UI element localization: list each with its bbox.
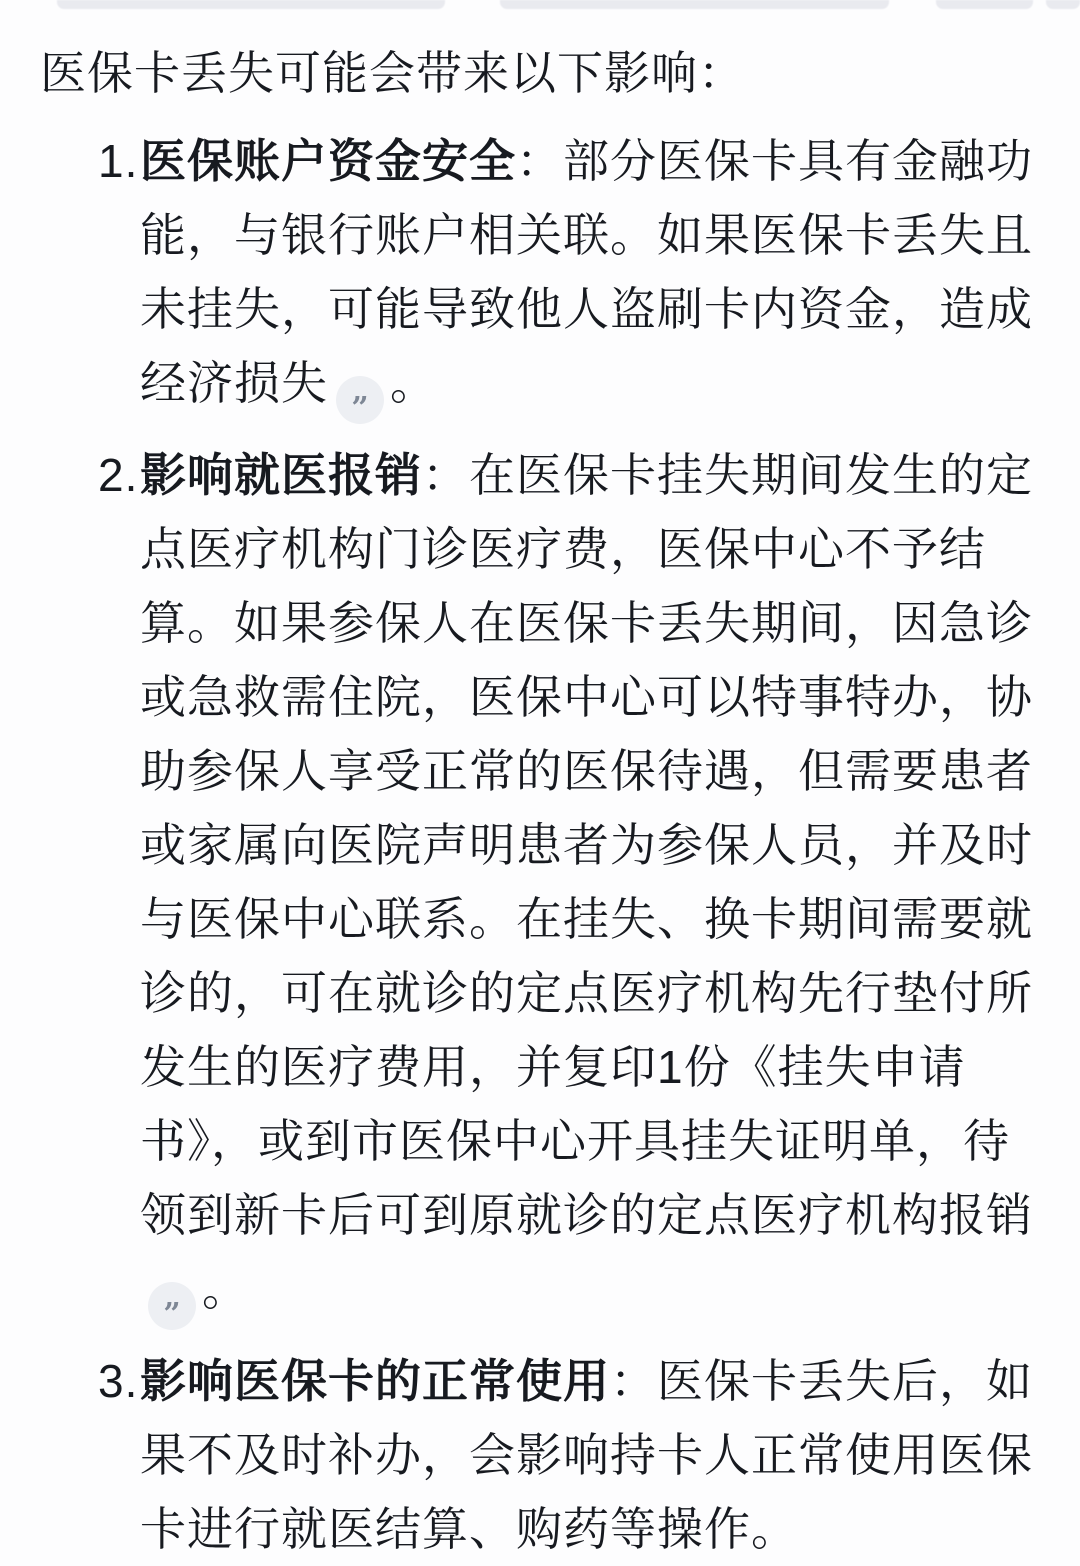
item-title: 医保账户资金安全 xyxy=(140,135,516,187)
quote-icon: ” xyxy=(163,1297,181,1332)
clipped-content-fragment xyxy=(936,0,1033,9)
body-text: ：医保卡丢失后，如 xyxy=(610,1355,1033,1407)
impact-list xyxy=(98,124,1040,1566)
text-line xyxy=(140,586,1040,660)
body-text: 点医疗机构门诊医疗费，医保中心不予结 xyxy=(140,523,986,575)
clipped-top-row xyxy=(0,0,1080,12)
text-line xyxy=(140,1492,1040,1566)
item-title: 影响就医报销 xyxy=(140,449,422,501)
list-item-number: 2. xyxy=(98,449,139,501)
list-item-number: 1. xyxy=(98,135,139,187)
text-line xyxy=(140,1344,1040,1418)
text-line xyxy=(140,660,1040,734)
text-line xyxy=(140,1104,1040,1178)
citation-quote-badge[interactable] xyxy=(336,376,384,424)
intro-text: 医保卡丢失可能会带来以下影响： xyxy=(40,47,745,99)
list-item xyxy=(98,438,1040,1332)
text-line xyxy=(140,1030,1040,1104)
body-text: 经济损失 xyxy=(140,357,328,409)
text-line xyxy=(140,512,1040,586)
text-line xyxy=(140,124,1040,198)
body-text: 或急救需住院，医保中心可以特事特办，协 xyxy=(140,671,1033,723)
text-line xyxy=(140,882,1040,956)
text-line xyxy=(140,808,1040,882)
item-title: 影响医保卡的正常使用 xyxy=(140,1355,610,1407)
text-line xyxy=(140,734,1040,808)
quote-icon: ” xyxy=(351,391,369,426)
body-text: 。 xyxy=(390,357,437,409)
list-item xyxy=(98,124,1040,426)
body-text: 果不及时补办，会影响持卡人正常使用医保 xyxy=(140,1429,1033,1481)
body-text: ：在医保卡挂失期间发生的定 xyxy=(422,449,1033,501)
body-text: 与医保中心联系。在挂失、换卡期间需要就 xyxy=(140,893,1033,945)
body-text: 卡进行就医结算、购药等操作。 xyxy=(140,1503,798,1555)
text-line xyxy=(140,272,1040,346)
body-text: 算。如果参保人在医保卡丢失期间，因急诊 xyxy=(140,597,1033,649)
list-item xyxy=(98,1344,1040,1566)
text-line xyxy=(140,198,1040,272)
body-text: 领到新卡后可到原就诊的定点医疗机构报销 xyxy=(140,1189,1033,1241)
text-line xyxy=(140,956,1040,1030)
body-text: 诊的，可在就诊的定点医疗机构先行垫付所 xyxy=(140,967,1033,1019)
text-line xyxy=(140,1418,1040,1492)
body-text: 或家属向医院声明患者为参保人员，并及时 xyxy=(140,819,1033,871)
body-text: 能，与银行账户相关联。如果医保卡丢失且 xyxy=(140,209,1033,261)
list-item-number: 3. xyxy=(98,1355,139,1407)
body-text: 未挂失，可能导致他人盗刷卡内资金，造成 xyxy=(140,283,1033,335)
text-line xyxy=(140,346,1040,424)
clipped-content-fragment xyxy=(500,0,889,9)
citation-quote-badge[interactable] xyxy=(148,1282,196,1330)
text-line xyxy=(140,438,1040,512)
body-text: 。 xyxy=(202,1263,249,1315)
clipped-content-fragment xyxy=(1046,0,1080,9)
body-text: 发生的医疗费用，并复印1份《挂失申请 xyxy=(140,1041,966,1093)
clipped-content-fragment xyxy=(57,0,445,9)
body-text: 书》，或到市医保中心开具挂失证明单，待 xyxy=(140,1115,1010,1167)
body-text: 助参保人享受正常的医保待遇，但需要患者 xyxy=(140,745,1033,797)
text-line xyxy=(140,1178,1040,1252)
body-text: ：部分医保卡具有金融功 xyxy=(516,135,1033,187)
text-line xyxy=(140,1252,1040,1330)
